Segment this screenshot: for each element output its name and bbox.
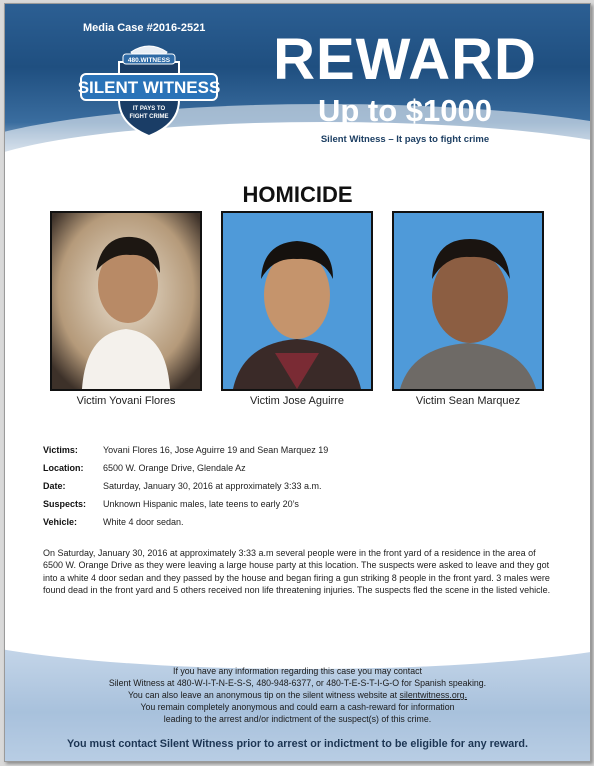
vehicle-label: Vehicle:	[43, 517, 78, 527]
location-value: 6500 W. Orange Drive, Glendale Az	[103, 463, 246, 473]
media-case-number: Media Case #2016-2521	[83, 22, 206, 34]
vehicle-value: White 4 door sedan.	[103, 517, 184, 527]
footer-line-5: leading to the arrest and/or indictment of the suspect(s) of this crime.	[163, 714, 432, 724]
reward-title: REWARD	[273, 27, 537, 92]
footer-line-2: Silent Witness at 480-W-I-T-N-E-S-S, 480-948-6377, or 480-T-E-S-T-I-G-O for Spanish speaking.	[108, 678, 487, 688]
victim-photo-2	[221, 211, 373, 391]
location-label: Location:	[43, 463, 84, 473]
portrait-placeholder-icon	[223, 213, 371, 389]
suspects-value: Unknown Hispanic males, late teens to early 20’s	[103, 499, 299, 509]
portrait-placeholder-icon	[52, 213, 200, 389]
date-label: Date:	[43, 481, 66, 491]
silent-witness-logo	[75, 40, 223, 138]
header-banner	[5, 4, 590, 162]
victim-photo-1	[50, 211, 202, 391]
footer-banner	[5, 639, 590, 761]
logo-name-text: SILENT WITNESS	[77, 78, 221, 97]
footer-line-3-text: You can also leave an anonymous tip on the silent witness website at	[127, 690, 400, 700]
eligibility-notice: You must contact Silent Witness prior to arrest or indictment to be eligible for any reward.	[66, 738, 529, 750]
victims-value: Yovani Flores 16, Jose Aguirre 19 and Sean Marquez 19	[103, 445, 329, 455]
logo-slogan-line1: IT PAYS TO	[132, 106, 166, 112]
victim-photo-3	[392, 211, 544, 391]
reward-amount: Up to $1000	[317, 93, 492, 128]
logo-phone-text: 480.WITNESS	[127, 57, 171, 64]
website-link[interactable]: silentwitness.org.	[399, 690, 468, 700]
date-value: Saturday, January 30, 2016 at approximately 3:33 a.m.	[103, 481, 322, 491]
footer-line-4: You remain completely anonymous and could earn a cash-reward for information	[140, 702, 455, 712]
victim-caption-3: Victim Sean Marquez	[415, 395, 521, 407]
flyer-page	[4, 3, 591, 762]
portrait-placeholder-icon	[394, 213, 542, 389]
crime-type-heading: HOMICIDE	[242, 182, 353, 207]
footer-wave	[5, 639, 590, 669]
victims-label: Victims:	[43, 445, 78, 455]
tagline: Silent Witness – It pays to fight crime	[320, 134, 490, 145]
victim-caption-1: Victim Yovani Flores	[76, 395, 176, 407]
victim-caption-2: Victim Jose Aguirre	[250, 395, 344, 407]
case-narrative: On Saturday, January 30, 2016 at approximately 3:33 a.m several people were in the front yard of a residence in the area of 6500 W. Orange Drive as they were leaving a large house party at this location. The suspects were asked to leave and they got into a white 4 door sedan and they passed by the house and began firing a gun striking 8 people in the front yard. 3 males were found dead in the front yard and 5 others received non life threatening injuries. The suspects fled the scene in the listed vehicle.	[43, 548, 551, 596]
footer-line-3	[5, 690, 590, 700]
suspects-label: Suspects:	[43, 499, 87, 509]
logo-slogan-line2: FIGHT CRIME	[129, 114, 169, 120]
footer-line-1: If you have any information regarding this case you may contact	[173, 666, 422, 676]
